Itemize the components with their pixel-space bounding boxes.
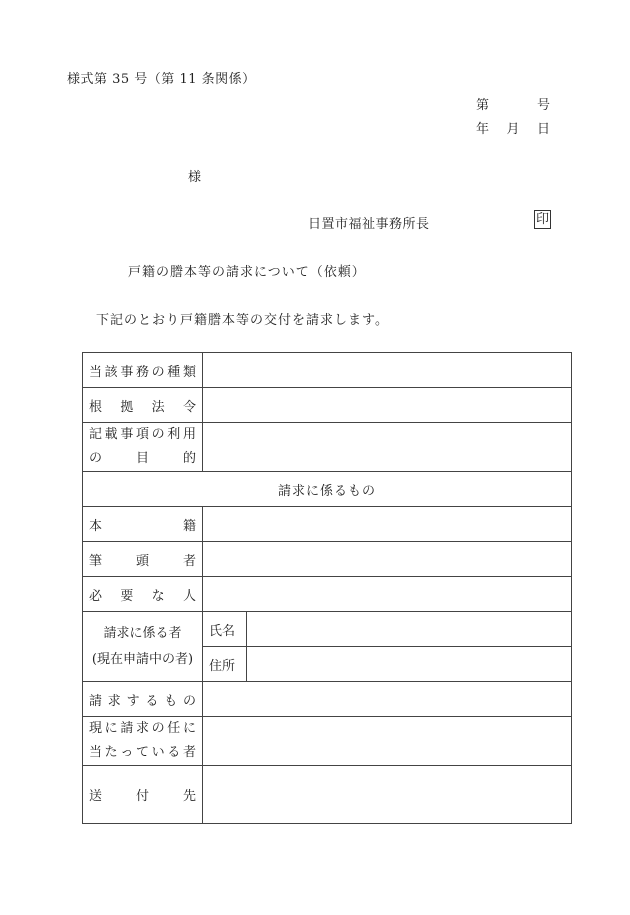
label-char: な [151, 588, 165, 604]
date-month: 月 [506, 122, 520, 137]
label-char: 付 [135, 789, 149, 804]
label-name: 氏名 [203, 612, 247, 647]
label-char: 求 [107, 693, 121, 709]
label-char: 種 [167, 364, 181, 380]
section-header: 請求に係るもの [83, 472, 572, 507]
label-char: 籍 [182, 518, 196, 534]
row-send-to [83, 766, 572, 824]
document-number [476, 94, 550, 113]
label-char: 当 [89, 745, 103, 760]
label-char: 項 [135, 427, 149, 442]
row-head [83, 542, 572, 577]
label-char: の [89, 451, 103, 466]
label-char: 類 [182, 364, 196, 380]
form-number: 様式第 35 号（第 11 条関係） [67, 72, 256, 87]
label-char: 人 [182, 588, 196, 604]
label-char: 必 [89, 588, 103, 604]
label-char: の [151, 364, 165, 380]
label-char: 務 [135, 364, 149, 380]
label-purpose [83, 423, 203, 472]
label-address: 住所 [203, 647, 247, 682]
date-year: 年 [476, 122, 490, 137]
label-request-item [83, 682, 203, 717]
value-responsible-person[interactable] [203, 717, 572, 766]
label-char: 事 [120, 364, 134, 380]
label-char: い [151, 745, 165, 760]
label-char: 根 [89, 399, 103, 415]
value-legal-basis[interactable] [203, 388, 572, 423]
row-section-header [83, 472, 572, 507]
label-char: 載 [104, 427, 118, 442]
label-legal-basis [83, 388, 203, 423]
value-request-item[interactable] [203, 682, 572, 717]
seal-mark: 印 [536, 212, 550, 227]
label-char: 求 [135, 721, 149, 736]
value-affair-type[interactable] [203, 353, 572, 388]
label-char: 事 [120, 427, 134, 442]
label-affair-type [83, 353, 203, 388]
label-send-to [83, 766, 203, 824]
label-char: 記 [89, 427, 103, 442]
label-char: 頭 [135, 553, 149, 569]
label-head [83, 542, 203, 577]
subject-line: 戸籍の謄本等の請求について（依頼） [128, 265, 366, 280]
value-send-to[interactable] [203, 766, 572, 824]
label-char: 者 [182, 745, 196, 760]
label-char: 利 [167, 427, 181, 442]
date-day: 日 [536, 122, 550, 137]
row-request-item [83, 682, 572, 717]
label-char: 者 [182, 553, 196, 569]
label-char: 拠 [120, 399, 134, 415]
label-char: る [145, 693, 159, 709]
value-required-person[interactable] [203, 577, 572, 612]
label-domicile [83, 507, 203, 542]
label-char: 先 [182, 789, 196, 804]
label-char: の [151, 427, 165, 442]
label-char: 任 [167, 721, 181, 736]
value-purpose[interactable] [203, 423, 572, 472]
label-char: 的 [182, 451, 196, 466]
label-requested-person [83, 612, 203, 682]
recipient-suffix: 様 [188, 170, 202, 185]
label-char: の [182, 693, 196, 709]
label-char: る [167, 745, 181, 760]
label-char: 当 [89, 364, 103, 380]
row-required-person [83, 577, 572, 612]
value-head[interactable] [203, 542, 572, 577]
label-char: に [104, 721, 118, 736]
label-char: 令 [182, 399, 196, 415]
label-char: 本 [89, 518, 103, 534]
value-name[interactable] [247, 612, 572, 647]
label-char: 現 [89, 721, 103, 736]
label-char: に [182, 721, 196, 736]
label-char: 該 [104, 364, 118, 380]
label-char: 請 [120, 721, 134, 736]
label-char: す [126, 693, 140, 709]
label-char: も [164, 693, 178, 709]
requested-person-line2: (現在申請中の者) [91, 651, 194, 667]
row-affair-type [83, 353, 572, 388]
label-char: 要 [120, 588, 134, 604]
doc-no-suffix: 号 [536, 98, 550, 113]
row-responsible-person [83, 717, 572, 766]
label-char: 目 [135, 451, 149, 466]
label-char: の [151, 721, 165, 736]
value-domicile[interactable] [203, 507, 572, 542]
label-char: 送 [89, 789, 103, 804]
row-legal-basis [83, 388, 572, 423]
label-char: 請 [89, 693, 103, 709]
label-char: 法 [151, 399, 165, 415]
body-text: 下記のとおり戸籍謄本等の交付を請求します。 [96, 313, 389, 328]
label-char: て [135, 745, 149, 760]
doc-no-label: 第 [476, 98, 490, 113]
label-char: た [104, 745, 118, 760]
request-table [82, 352, 572, 824]
label-char: っ [120, 745, 134, 760]
issuer-name: 日置市福祉事務所長 [308, 217, 430, 232]
label-responsible-person [83, 717, 203, 766]
row-domicile [83, 507, 572, 542]
label-char: 用 [182, 427, 196, 442]
row-purpose [83, 423, 572, 472]
label-required-person [83, 577, 203, 612]
document-date [476, 118, 550, 137]
requested-person-line1: 請求に係る者 [103, 625, 182, 641]
row-requested-person-name [83, 612, 572, 647]
value-address[interactable] [247, 647, 572, 682]
label-char: 筆 [89, 553, 103, 569]
